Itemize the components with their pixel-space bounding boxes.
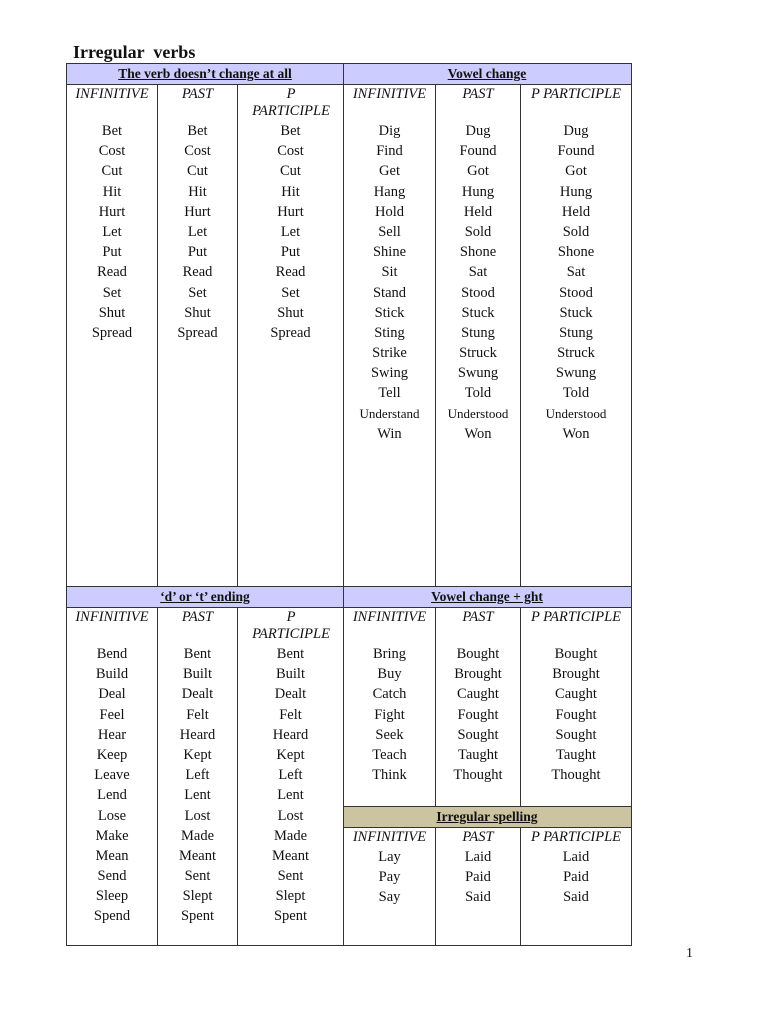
verb-cell: Sought [555, 726, 597, 743]
column-header-participle: P PARTICIPLE [252, 86, 330, 119]
table-rule [66, 607, 632, 608]
verb-cell: Spent [273, 908, 308, 925]
verb-cell: Slept [275, 888, 306, 905]
verb-cell: Swung [457, 365, 499, 382]
verb-cell: Cost [184, 143, 211, 160]
verb-cell: Lent [184, 787, 211, 804]
verb-cell: Hung [559, 183, 593, 200]
no-change-participle-column [238, 121, 343, 343]
verb-cell: Cut [187, 163, 208, 180]
verb-cell: Laid [562, 849, 590, 865]
verb-cell: Understand [359, 405, 420, 421]
verb-cell: Dug [465, 123, 491, 139]
verb-cell: Seek [375, 726, 404, 743]
table-rule [631, 63, 632, 946]
verb-cell: Hurt [277, 203, 304, 220]
verb-cell: Spread [270, 324, 311, 341]
verb-cell: Put [102, 244, 122, 261]
irregular-spelling-infinitive-column [344, 847, 435, 908]
irregular-spelling-past-column [436, 847, 520, 908]
vowel-ght-past-column [436, 644, 520, 785]
verb-cell: Lent [277, 787, 304, 804]
verb-cell: Dug [563, 123, 589, 139]
verb-cell: Cost [98, 143, 126, 160]
section-title-no-change: The verb doesn’t change at all [118, 66, 292, 81]
verb-cell: Bet [101, 123, 123, 139]
verb-cell: Stuck [559, 304, 593, 321]
verb-cell: Stung [559, 324, 593, 341]
column-header-infinitive: INFINITIVE [75, 86, 149, 102]
verb-cell: Teach [372, 746, 407, 763]
verb-cell: Set [102, 284, 122, 301]
verb-cell: Read [97, 264, 127, 281]
verb-cell: Leave [94, 767, 130, 784]
verb-cell: Made [273, 827, 307, 844]
verb-cell: Found [459, 143, 497, 160]
verb-cell: Won [562, 425, 590, 442]
verb-cell: Set [188, 284, 207, 301]
verb-cell: Sting [374, 324, 405, 341]
no-change-past-column [158, 121, 237, 343]
verb-cell: Shut [98, 304, 126, 321]
verb-cell: Hurt [98, 203, 126, 220]
verb-cell: Bend [96, 646, 128, 662]
verb-cell: Read [182, 264, 213, 281]
verb-cell: Sold [562, 223, 590, 240]
verb-cell: Spread [177, 324, 218, 341]
table-rule [343, 827, 632, 828]
verb-cell: Dig [378, 123, 401, 139]
verb-cell: Send [97, 868, 127, 885]
d-or-t-infinitive-column [67, 644, 157, 927]
verb-cell: Catch [372, 686, 407, 703]
verb-cell: Heard [179, 726, 216, 743]
verb-cell: Hear [97, 726, 127, 743]
verb-cell: Make [95, 827, 129, 844]
column-header-participle: P PARTICIPLE [530, 829, 622, 845]
verb-cell: Find [376, 143, 403, 160]
verb-cell: Understood [545, 405, 607, 421]
table-rule [66, 84, 632, 85]
verb-cell: Let [280, 223, 301, 240]
verb-cell: Spent [180, 908, 215, 925]
verb-cell: Win [377, 425, 402, 442]
table-rule [66, 945, 632, 946]
verb-cell: Struck [459, 345, 497, 362]
verb-cell: Spread [91, 324, 133, 341]
verb-cell: Bent [276, 646, 305, 662]
verb-cell: Shut [277, 304, 304, 321]
verb-cell: Tell [378, 385, 401, 402]
verb-cell: Cost [277, 143, 304, 160]
column-header-infinitive: INFINITIVE [352, 609, 427, 625]
verb-cell: Stuck [461, 304, 495, 321]
verb-cell: Struck [557, 345, 595, 362]
section-title-irregular-spelling: Irregular spelling [436, 809, 538, 824]
verb-cell: Put [187, 244, 208, 261]
verb-cell: Hit [188, 183, 207, 200]
verb-cell: Said [465, 889, 491, 906]
verb-cell: Got [565, 163, 587, 180]
verb-cell: Paid [465, 869, 491, 886]
verb-cell: Feel [99, 706, 125, 723]
verb-cell: Paid [563, 869, 589, 886]
verb-cell: Read [275, 264, 306, 281]
verb-cell: Brought [454, 666, 502, 683]
verb-cell: Shone [459, 244, 497, 261]
verb-cell: Told [464, 385, 492, 402]
page-number: 1 [686, 946, 693, 961]
verb-cell: Sit [381, 264, 398, 281]
verb-cell: Bought [456, 646, 500, 662]
verb-cell: Thought [453, 767, 503, 784]
verb-cell: Taught [555, 746, 597, 763]
verb-cell: Sought [457, 726, 499, 743]
section-title-vowel-change: Vowel change [447, 66, 527, 81]
column-header-past: PAST [181, 609, 214, 625]
verb-cell: Bring [372, 646, 407, 662]
section-title-d-or-t: ‘d’ or ‘t’ ending [160, 589, 250, 604]
verb-cell: Sent [277, 868, 304, 885]
verb-cell: Stick [374, 304, 405, 321]
column-header-participle: P PARTICIPLE [530, 609, 622, 625]
column-header-infinitive: INFINITIVE [352, 829, 427, 845]
verb-cell: Think [372, 767, 407, 784]
verb-cell: Pay [378, 869, 401, 886]
verb-cell: Left [278, 767, 303, 784]
vowel-change-infinitive-column [344, 121, 435, 444]
verb-cell: Shut [184, 304, 211, 321]
verb-cell: Lose [97, 807, 127, 824]
verb-cell: Won [464, 425, 492, 442]
verb-cell: Lost [184, 807, 211, 824]
column-header-participle: P PARTICIPLE [530, 86, 622, 102]
verb-cell: Cut [101, 163, 123, 180]
verb-cell: Let [187, 223, 208, 240]
verb-cell: Fought [555, 706, 597, 723]
verb-cell: Understood [447, 405, 509, 421]
verb-cell: Hit [102, 183, 122, 200]
verb-cell: Lay [378, 849, 401, 865]
column-header-infinitive: INFINITIVE [352, 86, 427, 102]
verb-cell: Mean [95, 847, 129, 864]
verb-cell: Got [467, 163, 489, 180]
verb-cell: Say [378, 889, 401, 906]
column-header-past: PAST [462, 829, 494, 845]
no-change-infinitive-column [67, 121, 157, 343]
verb-cell: Left [185, 767, 210, 784]
verb-cell: Stood [461, 284, 495, 301]
verb-cell: Hang [373, 183, 406, 200]
verb-cell: Stood [559, 284, 593, 301]
verb-cell: Found [557, 143, 595, 160]
verb-cell: Hung [461, 183, 495, 200]
verb-cell: Hurt [184, 203, 211, 220]
verb-cell: Sat [468, 264, 488, 281]
vowel-change-participle-column [521, 121, 631, 444]
verb-cell: Fight [374, 706, 405, 723]
verb-cell: Strike [372, 345, 407, 362]
verb-cell: Thought [551, 767, 601, 784]
d-or-t-past-column [158, 644, 237, 927]
verb-cell: Hit [281, 183, 300, 200]
verb-cell: Heard [272, 726, 309, 743]
verb-cell: Hold [375, 203, 404, 220]
verb-cell: Told [562, 385, 590, 402]
verb-cell: Get [379, 163, 400, 180]
verb-cell: Swung [555, 365, 597, 382]
verb-cell: Held [463, 203, 493, 220]
verb-cell: Lost [277, 807, 304, 824]
verb-cell: Stung [461, 324, 495, 341]
verb-cell: Shine [372, 244, 407, 261]
verb-cell: Spend [93, 908, 131, 925]
verb-cell: Bought [554, 646, 598, 662]
verb-cell: Fought [457, 706, 499, 723]
verb-cell: Build [95, 666, 129, 683]
verb-cell: Felt [279, 706, 302, 723]
vowel-change-past-column [436, 121, 520, 444]
column-header-past: PAST [181, 86, 214, 102]
verb-cell: Cut [280, 163, 301, 180]
vowel-ght-infinitive-column [344, 644, 435, 785]
verb-cell: Meant [178, 847, 217, 864]
verb-cell: Swing [370, 365, 409, 382]
verb-cell: Buy [377, 666, 402, 683]
verb-cell: Sold [464, 223, 492, 240]
verb-cell: Caught [555, 686, 597, 703]
verb-cell: Keep [96, 746, 128, 763]
verb-cell: Held [561, 203, 591, 220]
verb-cell: Sleep [95, 888, 129, 905]
verb-cell: Bet [280, 123, 301, 139]
verb-cell: Lend [97, 787, 127, 804]
column-header-past: PAST [462, 609, 494, 625]
column-header-participle: P PARTICIPLE [252, 609, 330, 642]
verb-cell: Built [182, 666, 212, 683]
verb-cell: Made [180, 827, 214, 844]
verb-cell: Set [281, 284, 300, 301]
verb-cell: Sell [378, 223, 401, 240]
verb-cell: Bet [187, 123, 208, 139]
irregular-spelling-participle-column [521, 847, 631, 908]
verb-cell: Taught [457, 746, 499, 763]
verb-cell: Caught [457, 686, 499, 703]
verb-cell: Laid [464, 849, 492, 865]
column-header-past: PAST [462, 86, 494, 102]
verb-cell: Kept [276, 746, 305, 763]
verb-cell: Let [102, 223, 122, 240]
d-or-t-participle-column [238, 644, 343, 927]
verb-cell: Brought [552, 666, 600, 683]
verb-cell: Put [280, 244, 301, 261]
page-title: Irregular verbs [73, 42, 196, 62]
verb-cell: Stand [372, 284, 407, 301]
verb-cell: Meant [271, 847, 310, 864]
verb-cell: Slept [182, 888, 213, 905]
verb-cell: Dealt [274, 686, 307, 703]
verb-cell: Bent [183, 646, 212, 662]
vowel-ght-participle-column [521, 644, 631, 785]
verb-cell: Kept [183, 746, 212, 763]
verb-cell: Shone [557, 244, 595, 261]
section-title-vowel-ght: Vowel change + ght [431, 589, 543, 604]
verb-cell: Dealt [181, 686, 214, 703]
verb-cell: Sat [566, 264, 586, 281]
verb-cell: Deal [98, 686, 126, 703]
verb-cell: Said [563, 889, 589, 906]
verb-cell: Built [275, 666, 305, 683]
verb-cell: Felt [186, 706, 209, 723]
column-header-infinitive: INFINITIVE [75, 609, 149, 625]
verb-cell: Sent [184, 868, 211, 885]
